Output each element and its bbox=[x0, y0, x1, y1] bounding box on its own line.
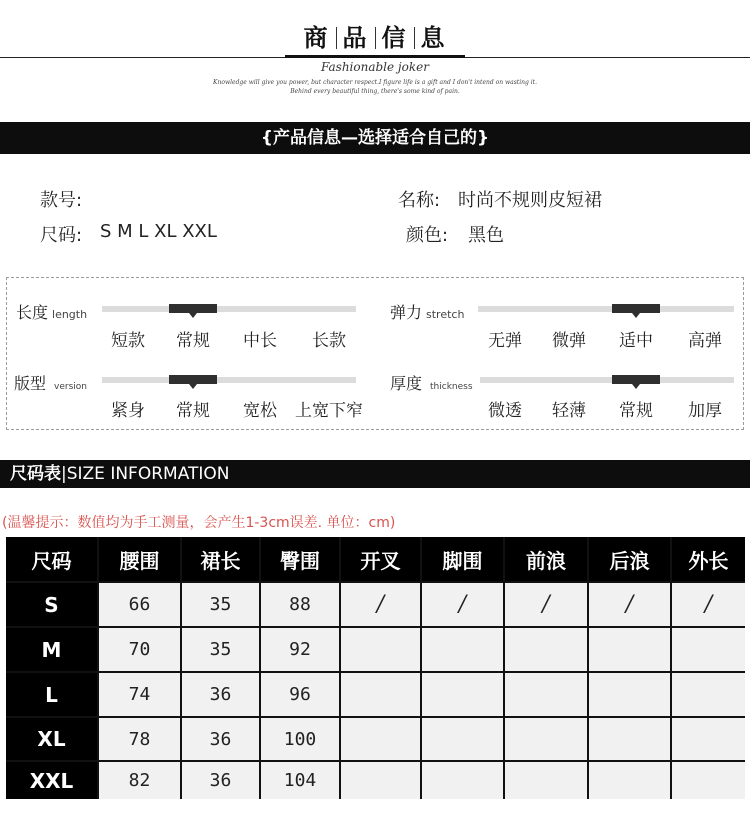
table-value-cell bbox=[505, 762, 587, 799]
table-value-cell bbox=[589, 628, 670, 671]
attr-stretch-indicator bbox=[612, 304, 660, 313]
size-info-title-en: |SIZE INFORMATION bbox=[61, 464, 230, 484]
color-label: 颜色: bbox=[406, 225, 449, 246]
header-quote-line1: Knowledge will give you power, but character respect.I figure life is a gift and I don't intend on wasting it. bbox=[213, 79, 537, 86]
table-value-cell: 35 bbox=[182, 583, 259, 626]
size-value: S M L XL XXL bbox=[100, 221, 217, 242]
attr-version-option: 紧身 bbox=[111, 401, 145, 421]
page-title bbox=[0, 18, 750, 53]
attr-version-option: 常规 bbox=[176, 401, 210, 421]
table-value-cell bbox=[672, 762, 745, 799]
size-label: 尺码: bbox=[40, 225, 83, 246]
table-header-cell: 后浪 bbox=[589, 537, 670, 581]
attr-length-scale bbox=[102, 306, 356, 312]
table-value-cell: / bbox=[422, 583, 503, 626]
title-char: 信 bbox=[381, 24, 408, 52]
table-value-cell: 36 bbox=[182, 718, 259, 760]
attr-stretch-option: 高弹 bbox=[688, 331, 722, 351]
table-value-cell bbox=[422, 718, 503, 760]
table-header-cell: 外长 bbox=[672, 537, 745, 581]
table-value-cell: 74 bbox=[99, 673, 180, 716]
measurement-tip: (温馨提示：数值均为手工测量，会产生1-3cm误差. 单位：cm) bbox=[2, 515, 396, 531]
table-value-cell bbox=[672, 628, 745, 671]
table-header-cell: 裙长 bbox=[182, 537, 259, 581]
table-value-cell bbox=[505, 673, 587, 716]
table-value-cell: 78 bbox=[99, 718, 180, 760]
style-no-label: 款号: bbox=[40, 190, 83, 211]
title-divider bbox=[414, 27, 415, 49]
title-char: 息 bbox=[420, 24, 447, 52]
table-value-cell: 36 bbox=[182, 673, 259, 716]
table-value-cell: 36 bbox=[182, 762, 259, 799]
attr-thickness-indicator bbox=[612, 375, 660, 384]
table-value-cell: 96 bbox=[261, 673, 339, 716]
attr-stretch-option: 适中 bbox=[619, 331, 653, 351]
table-header-cell: 开叉 bbox=[341, 537, 420, 581]
table-value-cell: / bbox=[505, 583, 587, 626]
attr-length-indicator bbox=[169, 304, 217, 313]
attr-thickness-scale bbox=[480, 377, 734, 383]
name-value: 时尚不规则皮短裙 bbox=[458, 190, 602, 211]
table-value-cell bbox=[341, 762, 420, 799]
product-info-banner: {产品信息—选择适合自己的} bbox=[0, 122, 750, 154]
table-size-cell: XXL bbox=[6, 762, 97, 799]
table-header-cell: 臀围 bbox=[261, 537, 339, 581]
table-header-cell: 腰围 bbox=[99, 537, 180, 581]
title-divider bbox=[375, 27, 376, 49]
table-value-cell bbox=[589, 762, 670, 799]
attr-version-option: 宽松 bbox=[243, 401, 277, 421]
attr-stretch-option: 微弹 bbox=[552, 331, 586, 351]
attr-stretch-option: 无弹 bbox=[488, 331, 522, 351]
table-value-cell bbox=[589, 718, 670, 760]
attr-version-indicator bbox=[169, 375, 217, 384]
table-value-cell bbox=[672, 718, 745, 760]
table-value-cell bbox=[341, 718, 420, 760]
table-value-cell bbox=[672, 673, 745, 716]
table-value-cell: 70 bbox=[99, 628, 180, 671]
attr-length-option: 长款 bbox=[312, 331, 346, 351]
table-value-cell bbox=[505, 628, 587, 671]
attr-version-option: 上宽下窄 bbox=[295, 401, 363, 421]
table-header-cell: 尺码 bbox=[6, 537, 97, 581]
attr-thickness-label: 厚度 thickness bbox=[390, 374, 473, 393]
table-value-cell: 100 bbox=[261, 718, 339, 760]
attr-thickness-option: 常规 bbox=[619, 401, 653, 421]
table-size-cell: XL bbox=[6, 718, 97, 760]
title-divider bbox=[336, 27, 337, 49]
table-value-cell bbox=[341, 628, 420, 671]
header-rule-accent bbox=[285, 55, 465, 58]
table-size-cell: S bbox=[6, 583, 97, 626]
table-value-cell: / bbox=[589, 583, 670, 626]
attr-version-scale bbox=[102, 377, 356, 383]
attr-thickness-option: 加厚 bbox=[688, 401, 722, 421]
table-value-cell: 35 bbox=[182, 628, 259, 671]
name-label: 名称: bbox=[398, 190, 441, 211]
title-char: 品 bbox=[342, 24, 369, 52]
table-value-cell: 104 bbox=[261, 762, 339, 799]
table-value-cell bbox=[422, 673, 503, 716]
table-value-cell bbox=[422, 628, 503, 671]
header-subtitle: Fashionable joker bbox=[321, 60, 429, 74]
table-header-cell: 脚围 bbox=[422, 537, 503, 581]
attr-version-label: 版型 version bbox=[14, 374, 87, 393]
table-value-cell: 82 bbox=[99, 762, 180, 799]
title-char: 商 bbox=[303, 24, 330, 52]
table-value-cell bbox=[422, 762, 503, 799]
table-value-cell: / bbox=[672, 583, 745, 626]
size-table bbox=[6, 537, 745, 799]
table-value-cell: 88 bbox=[261, 583, 339, 626]
size-info-title-cn: 尺码表 bbox=[10, 464, 61, 484]
size-info-banner bbox=[0, 460, 750, 488]
attr-length-option: 中长 bbox=[243, 331, 277, 351]
header-quote-line2: Behind every beautiful thing, there's some kind of pain. bbox=[290, 88, 460, 95]
attr-length-label: 长度 length bbox=[16, 303, 88, 322]
attr-length-option: 短款 bbox=[111, 331, 145, 351]
table-value-cell: / bbox=[341, 583, 420, 626]
table-size-cell: L bbox=[6, 673, 97, 716]
table-size-cell: M bbox=[6, 628, 97, 671]
table-value-cell bbox=[589, 673, 670, 716]
attr-thickness-option: 微透 bbox=[488, 401, 522, 421]
color-value: 黑色 bbox=[468, 225, 504, 246]
table-value-cell bbox=[505, 718, 587, 760]
table-value-cell: 66 bbox=[99, 583, 180, 626]
attr-thickness-option: 轻薄 bbox=[552, 401, 586, 421]
attr-stretch-label: 弹力 stretch bbox=[390, 303, 465, 322]
table-header-cell: 前浪 bbox=[505, 537, 587, 581]
attr-length-option: 常规 bbox=[176, 331, 210, 351]
table-value-cell bbox=[341, 673, 420, 716]
table-value-cell: 92 bbox=[261, 628, 339, 671]
attr-stretch-scale bbox=[478, 306, 734, 312]
